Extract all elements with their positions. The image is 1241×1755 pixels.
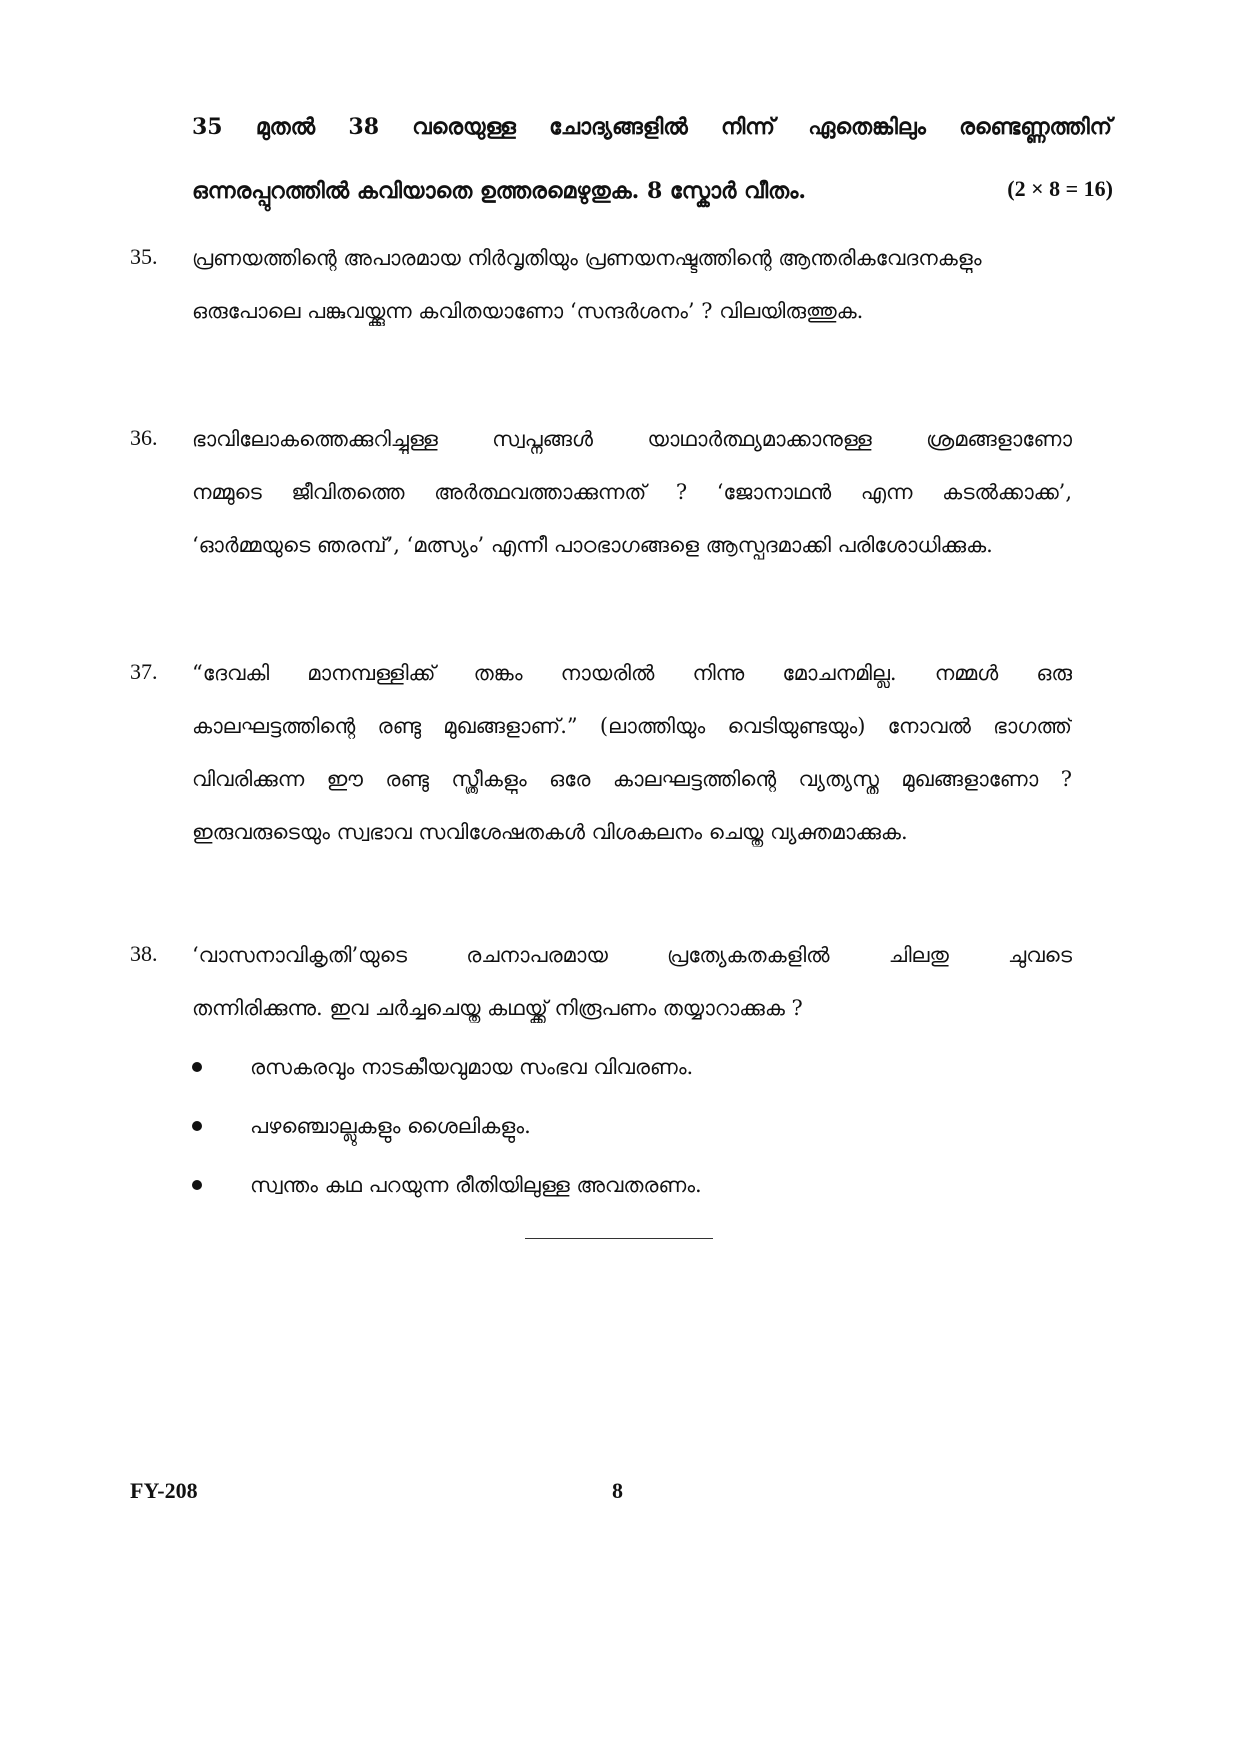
- score-allocation: (2 × 8 = 16): [1007, 176, 1113, 201]
- question-37-line-2: കാലഘട്ടത്തിന്റെ രണ്ടു മുഖങ്ങളാണ്.” (ലാത്തിയും വെടിയുണ്ടയും) നോവൽ ഭാഗത്ത്: [192, 714, 1072, 738]
- question-36-line-1: ഭാവിലോകത്തെക്കുറിച്ചുള്ള സ്വപ്നങ്ങൾ യാഥാർത്ഥ്യമാക്കാനുള്ള ശ്രമങ്ങളാണോ: [192, 427, 1072, 451]
- question-37-line-3: വിവരിക്കുന്ന ഈ രണ്ടു സ്ത്രീകളും ഒരേ കാലഘട്ടത്തിന്റെ വ്യത്യസ്ത മുഖങ്ങളാണോ ?: [192, 767, 1072, 791]
- question-36-line-2: നമ്മുടെ ജീവിതത്തെ അർത്ഥവത്താക്കുന്നത് ? ‘ജോനാഥൻ എന്ന കടൽക്കാക്ക’,: [192, 480, 1072, 504]
- page-number: 8: [612, 1478, 623, 1503]
- end-divider: [525, 1238, 713, 1239]
- question-36-line-3: ‘ഓർമ്മയുടെ ഞരമ്പ്’, ‘മത്സ്യം’ എന്നീ പാഠഭാഗങ്ങളെ ആസ്പദമാക്കി പരിശോധിക്കുക.: [192, 533, 993, 557]
- instruction-line-1: 35 മുതൽ 38 വരെയുള്ള ചോദ്യങ്ങളിൽ നിന്ന് ഏതെങ്കിലും രണ്ടെണ്ണത്തിന്: [192, 114, 1112, 140]
- bullet-item: പഴഞ്ചൊല്ലുകളും ശൈലികളും.: [250, 1114, 531, 1138]
- question-number-35: 35.: [130, 244, 158, 269]
- question-35-line-2: ഒരുപോലെ പങ്കുവയ്ക്കുന്ന കവിതയാണോ ‘സന്ദർശനം’ ? വിലയിരുത്തുക.: [192, 299, 864, 323]
- instruction-line-2: ഒന്നരപ്പുറത്തിൽ കവിയാതെ ഉത്തരമെഴുതുക. 8 സ്കോർ വീതം.: [192, 178, 807, 204]
- paper-code: FY-208: [130, 1478, 198, 1503]
- question-37-line-4: ഇരുവരുടെയും സ്വഭാവ സവിശേഷതകൾ വിശകലനം ചെയ്തു വ്യക്തമാക്കുക.: [192, 820, 908, 844]
- bullet-item: രസകരവും നാടകീയവുമായ സംഭവ വിവരണം.: [250, 1055, 694, 1079]
- bullet-dot: [192, 1062, 202, 1072]
- bullet-item: സ്വന്തം കഥ പറയുന്ന രീതിയിലുള്ള അവതരണം.: [250, 1173, 702, 1197]
- bullet-dot: [192, 1121, 202, 1131]
- question-35-line-1: പ്രണയത്തിന്റെ അപാരമായ നിർവൃതിയും പ്രണയനഷ്ടത്തിന്റെ ആന്തരികവേദനകളും: [192, 246, 982, 270]
- bullet-dot: [192, 1180, 202, 1190]
- question-number-38: 38.: [130, 941, 158, 966]
- question-number-36: 36.: [130, 425, 158, 450]
- question-37-line-1: “ദേവകി മാനമ്പള്ളിക്ക് തങ്കം നായരിൽ നിന്നു മോചനമില്ല. നമ്മൾ ഒരു: [192, 661, 1072, 685]
- question-38-line-2: തന്നിരിക്കുന്നു. ഇവ ചർച്ചചെയ്തു കഥയ്ക്ക് നിരൂപണം തയ്യാറാക്കുക ?: [192, 996, 803, 1020]
- question-38-line-1: ‘വാസനാവികൃതി’യുടെ രചനാപരമായ പ്രത്യേകതകളിൽ ചിലതു ചുവടെ: [192, 943, 1072, 967]
- question-number-37: 37.: [130, 659, 158, 684]
